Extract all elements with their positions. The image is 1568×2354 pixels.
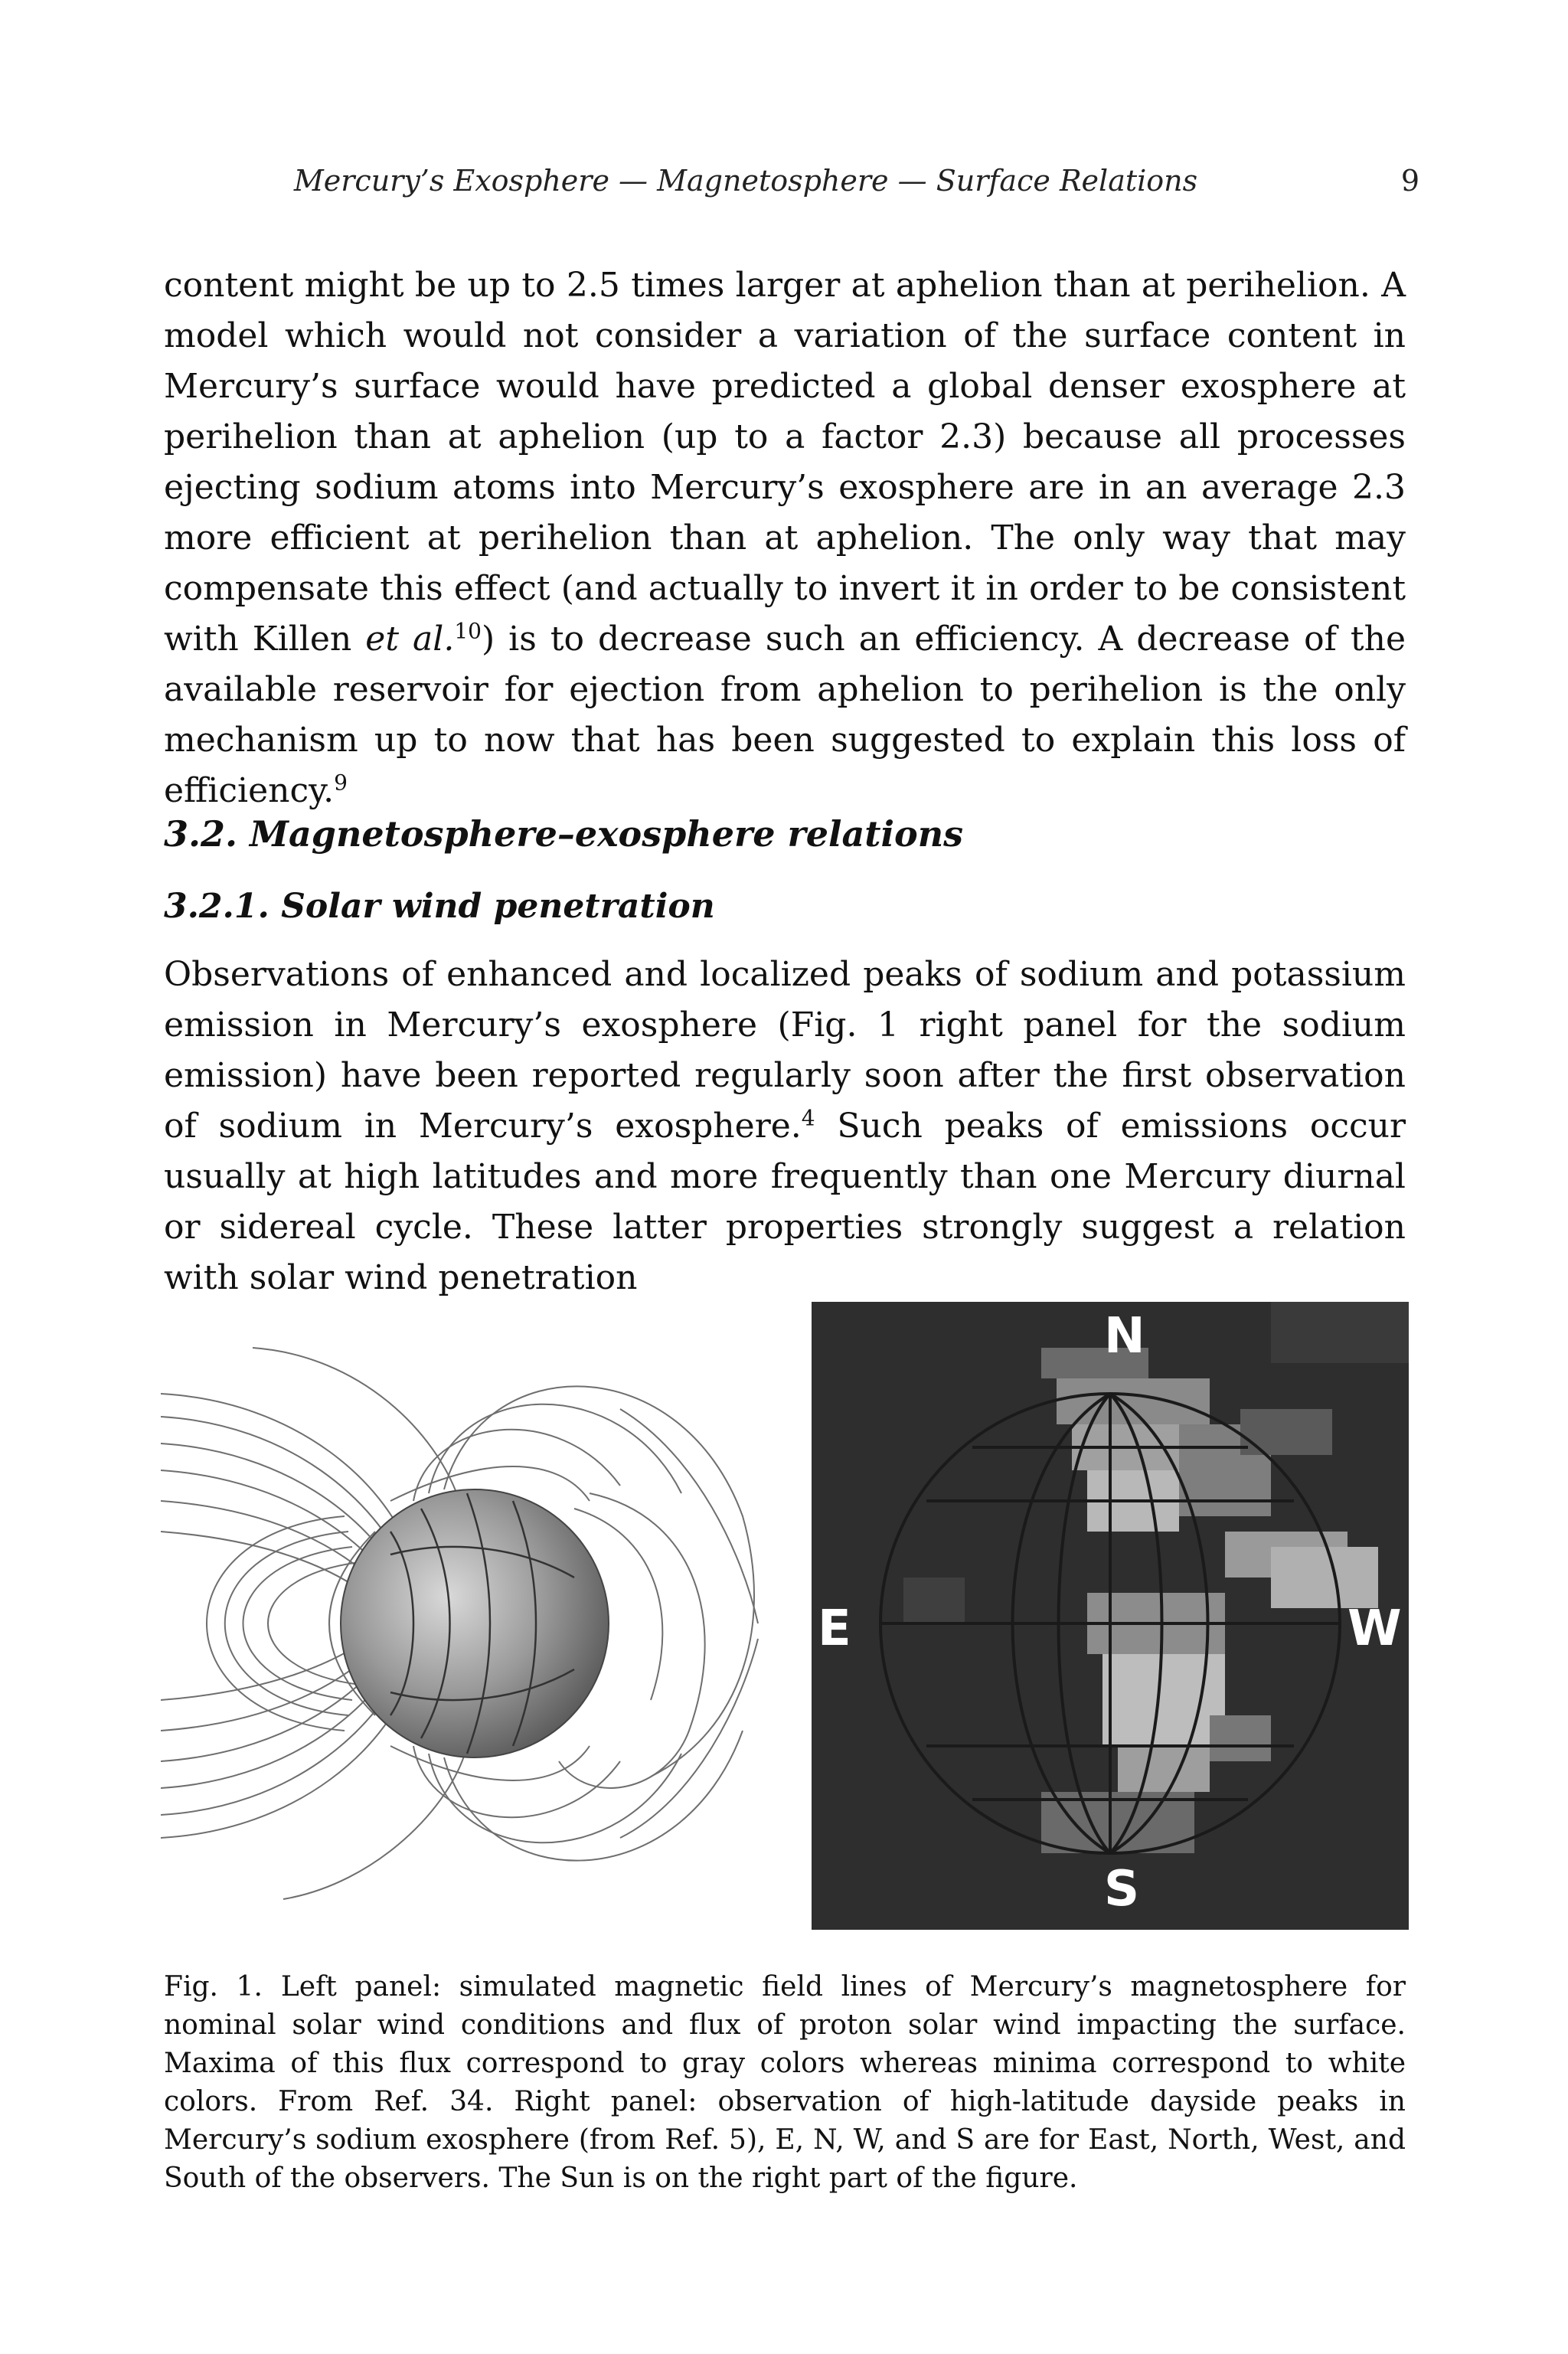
citation-et-al: et al. [365,620,455,659]
west-label: W [1348,1600,1402,1657]
reference-superscript: 10 [454,618,482,644]
paragraph-solar-wind [164,950,1406,1303]
east-label: E [818,1600,851,1657]
subsection-heading: 3.2.1. Solar wind penetration [164,887,715,926]
figure-left-panel [161,1302,789,1930]
paragraph-text: Such peaks of emissions occur usually at high latitudes and more frequently than one Mercury diurnal or sidereal cycle. These latter properties strongly suggest a relation with solar wind penetration [164,1107,1406,1297]
north-label: N [1104,1308,1145,1365]
sodium-emission-image [812,1302,1409,1930]
figure-caption-text: Left panel: simulated magnetic field lines of Mercury’s magnetosphere for nominal solar wind conditions and flux of proton solar wind impacting the surface. Maxima of this flux correspond to gray colors whereas minima correspond to white colors. From Ref. 34. Right panel: observation of high-latitude dayside peaks in Mercury’s sodium exosphere (from Ref. 5), E, N, W, and S are for East, North, West, and South of the observers. The Sun is on the right part of the figure. [164,1971,1406,2194]
section-heading: 3.2. Magnetosphere–exosphere relations [164,813,964,855]
running-title: Mercury’s Exosphere — Magnetosphere — Surface Relations [293,164,1198,198]
page-number: 9 [1400,164,1419,198]
paragraph-continuation [164,260,1406,816]
figure-caption [164,1968,1406,2198]
mercury-planet [341,1489,609,1757]
figure-right-panel [812,1302,1409,1930]
paragraph-text: Observations of enhanced and localized peaks of sodium and potassium emission in Mercury’s exosphere (Fig. 1 right panel for the sodium emission) have been reported regularly soon after the first observation of sodium in Mercury’s exosphere. [164,955,1406,1146]
reference-superscript: 9 [334,770,348,796]
reference-superscript: 4 [801,1105,815,1131]
figure-caption-label: Fig. 1. [164,1971,263,2003]
running-head [164,164,1419,207]
magnetic-field-lines-illustration [161,1302,789,1930]
paragraph-text: content might be up to 2.5 times larger at aphelion than at perihelion. A model which would not consider a variation of the surface content in Mercury’s surface would have predicted a global denser exosphere at perihelion than at aphelion (up to a factor 2.3) because all processes ejecting sodium atoms into Mercury’s exosphere are in an average 2.3 more efficient at perihelion than at aphelion. The only way that may compensate this effect (and actually to invert it in order to be consistent with Killen [164,266,1406,659]
south-label: S [1104,1861,1140,1918]
paragraph-text: ) is to decrease such an efficiency. A decrease of the available reservoir for ejection from aphelion to perihelion is the only mechanism up to now that has been suggested to explain this loss of efficiency. [164,620,1406,810]
